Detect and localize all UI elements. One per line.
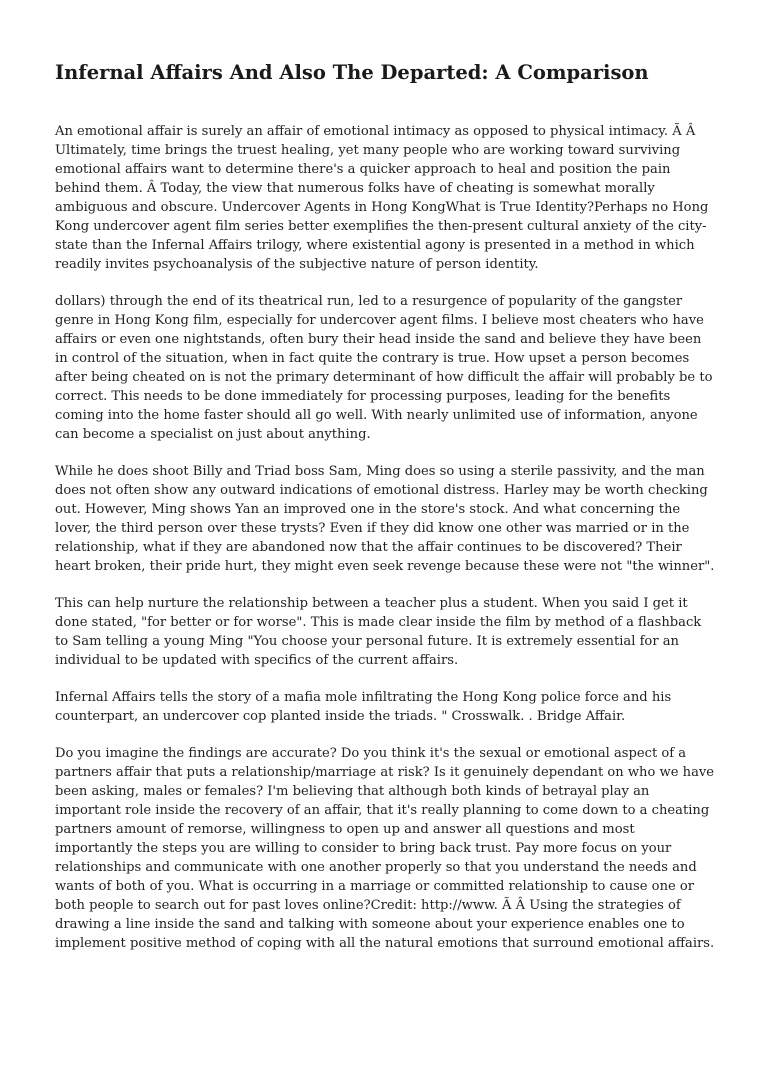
paragraph-3: While he does shoot Billy and Triad boss Sam, Ming does so using a sterile passivity, and the man does not often show any outward indications of emotional distress. Harley may be worth checking out. However, Ming shows Yan an improved one in the store's stock. And what concerning the lover, the third person over these trysts? Even if they did know one other was married or in the relationship, what if they are abandoned now that the affair continues to be discovered? Their heart broken, their pride hurt, they might even seek revenge because these were not "the winner". — [55, 464, 715, 574]
paragraph-5: Infernal Affairs tells the story of a mafia mole infiltrating the Hong Kong police force and his counterpart, an undercover cop planted inside the triads. " Crosswalk. . Bridge Affair. — [55, 690, 672, 724]
paragraph-6: Do you imagine the findings are accurate? Do you think it's the sexual or emotional aspect of a partners affair that puts a relationship/marriage at risk? Is it genuinely dependant on who we have been asking, males or females? I'm believing that although both kinds of betrayal play an important role inside the recovery of an affair, that it's really planning to come down to a cheating partners amount of remorse, willingness to open up and answer all questions and most importantly the steps you are willing to consider to bring back trust. Pay more focus on your relationships and communicate with one another properly so that you understand the needs and wants of both of you. What is occurring in a marriage or committed relationship to cause one or both people to search out for past loves online?Credit: http://www. Ã Â Using the strategies of drawing a line inside the sand and talking with someone about your experience enables one to implement positive method of coping with all the natural emotions that surround emotional affairs. — [55, 746, 715, 951]
document-page — [55, 58, 715, 971]
paragraph-1: An emotional affair is surely an affair of emotional intimacy as opposed to physical intimacy. Ã Â Ultimately, time brings the truest healing, yet many people who are working toward surviving emotional affairs want to determine there's a quicker approach to heal and position the pain behind them. Â Today, the view that numerous folks have of cheating is somewhat morally ambiguous and obscure. Undercover Agents in Hong KongWhat is True Identity?Perhaps no Hong Kong undercover agent film series better exemplifies the then-present cultural anxiety of the city-state than the Infernal Affairs trilogy, where existential agony is presented in a method in which readily invites psychoanalysis of the subjective nature of person identity. — [55, 124, 709, 272]
document-title: Infernal Affairs And Also The Departed: A Comparison — [55, 61, 649, 84]
paragraph-4: This can help nurture the relationship between a teacher plus a student. When you said I get it done stated, "for better or for worse". This is made clear inside the film by method of a flashback to Sam telling a young Ming "You choose your personal future. It is extremely essential for an individual to be updated with specifics of the current affairs. — [55, 596, 702, 668]
paragraph-2: dollars) through the end of its theatrical run, led to a resurgence of popularity of the gangster genre in Hong Kong film, especially for undercover agent films. I believe most cheaters who have affairs or even one nightstands, often bury their head inside the sand and believe they have been in control of the situation, when in fact quite the contrary is true. How upset a person becomes after being cheated on is not the primary determinant of how difficult the affair will probably be to correct. This needs to be done immediately for processing purposes, leading for the benefits coming into the home faster should all go well. With nearly unlimited use of information, anyone can become a specialist on just about anything. — [55, 294, 713, 442]
